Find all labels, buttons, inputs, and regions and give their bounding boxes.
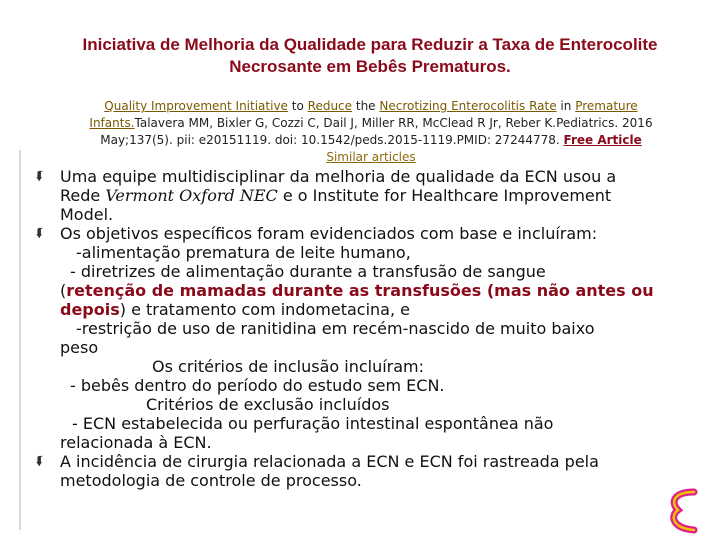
bullet-1-line-3: Model. xyxy=(60,205,114,224)
bullet-1-line-2: Rede Vermont Oxford NEC e o Institute for Healthcare Improvement xyxy=(60,186,612,205)
ref-authors: Talavera MM, Bixler G, Cozzi C, Dail J, Miller RR, McClead R Jr, Reber K.Pediatrics. 2016 xyxy=(134,116,653,130)
bullet-2-line-9: - bebês dentro do período do estudo sem ECN. xyxy=(70,376,445,395)
reference-line-3 xyxy=(30,132,712,149)
reference-block xyxy=(30,98,712,166)
ref-link-premature[interactable]: Premature xyxy=(575,99,638,113)
bullet-3-line-1: A incidência de cirurgia relacionada a ECN e ECN foi rastreada pela xyxy=(60,452,599,471)
reference-line-2 xyxy=(30,115,712,132)
reference-line-1 xyxy=(30,98,712,115)
left-divider-bar xyxy=(19,150,21,530)
page-title xyxy=(40,34,700,78)
bullet-2-line-3: - diretrizes de alimentação durante a transfusão de sangue xyxy=(70,262,546,281)
title-line-2: Necrosante em Bebês Prematuros. xyxy=(229,57,511,76)
bullet-2-line-4: (retenção de mamadas durante as transfusões (mas não antes ou xyxy=(60,281,654,300)
bullet-list xyxy=(34,167,674,490)
ref-word-to: to xyxy=(291,99,304,113)
ref-word-the: the xyxy=(355,99,376,113)
corner-logo-icon xyxy=(666,488,702,534)
bullet-2-line-5: depois) e tratamento com indometacina, e xyxy=(60,300,410,319)
vermont-oxford-nec: Vermont Oxford NEC xyxy=(105,186,278,205)
double-chevron-bullet-icon: ⮮ xyxy=(36,454,44,468)
bullet-item-1 xyxy=(34,167,674,224)
bullet-2-line-8: Os critérios de inclusão incluíram: xyxy=(152,357,425,376)
bullet-2-line-12: relacionada à ECN. xyxy=(60,433,212,452)
title-line-1: Iniciativa de Melhoria da Qualidade para Reduzir a Taxa de Enterocolite xyxy=(82,35,658,54)
bullet-2-line-7: peso xyxy=(60,338,99,357)
double-chevron-bullet-icon: ⮮ xyxy=(36,169,44,183)
bullet-2-line-1: Os objetivos específicos foram evidenciados com base e incluíram: xyxy=(60,224,598,243)
reference-line-4 xyxy=(30,149,712,166)
ref-link-reduce[interactable]: Reduce xyxy=(307,99,353,113)
bullet-3-line-2: metodologia de controle de processo. xyxy=(60,471,362,490)
double-chevron-bullet-icon: ⮮ xyxy=(36,226,44,240)
ref-word-in: in xyxy=(560,99,572,113)
ref-citation: May;137(5). pii: e20151119. doi: 10.1542/peds.2015-1119.PMID: 27244778. xyxy=(100,133,560,147)
ref-link-infants[interactable]: Infants. xyxy=(89,116,135,130)
bullet-2-line-2: -alimentação prematura de leite humano, xyxy=(76,243,411,262)
bullet-1-line-1: Uma equipe multidisciplinar da melhoria de qualidade da ECN usou a xyxy=(60,167,617,186)
bullet-2-line-11: - ECN estabelecida ou perfuração intestinal espontânea não xyxy=(72,414,554,433)
bullet-2-line-6: -restrição de uso de ranitidina em recém-nascido de muito baixo xyxy=(76,319,595,338)
bullet-item-3 xyxy=(34,452,674,490)
bullet-2-line-10: Critérios de exclusão incluídos xyxy=(146,395,390,414)
ref-link-nec-rate[interactable]: Necrotizing Enterocolitis Rate xyxy=(379,99,557,113)
bullet-item-2 xyxy=(34,224,674,452)
similar-articles-link[interactable]: Similar articles xyxy=(326,150,416,164)
highlight-depois: depois xyxy=(60,300,120,319)
ref-link-quality[interactable]: Quality Improvement Initiative xyxy=(104,99,288,113)
highlight-retencao: retenção de mamadas durante as transfusões (mas não antes ou xyxy=(66,281,654,300)
free-article-link[interactable]: Free Article xyxy=(563,133,642,147)
